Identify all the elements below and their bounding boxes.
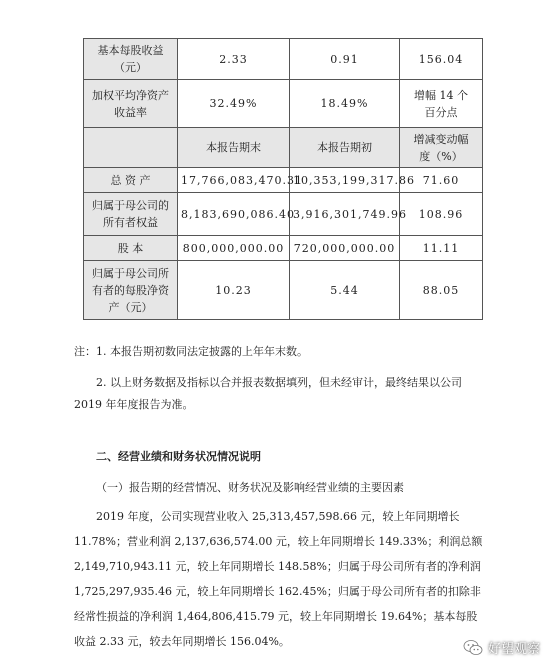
row-label-cell: 加权平均净资产 收益率 bbox=[84, 80, 178, 128]
wechat-icon bbox=[463, 639, 483, 657]
table-cell: 800,000,000.00 bbox=[178, 236, 290, 261]
row-label-cell: 归属于母公司所 有者的每股净资 产（元） bbox=[84, 261, 178, 320]
table-cell: 本报告期初 bbox=[290, 128, 400, 168]
table-cell: 0.91 bbox=[290, 39, 400, 80]
table-row bbox=[84, 193, 483, 236]
table-row bbox=[84, 168, 483, 193]
section-heading: 二、经营业绩和财务状况情况说明 bbox=[96, 450, 261, 463]
table-cell: 71.60 bbox=[400, 168, 483, 193]
watermark-text: 好望观察 bbox=[487, 642, 540, 657]
row-label-cell: 归属于母公司的 所有者权益 bbox=[84, 193, 178, 236]
table-cell: 8,183,690,086.40 bbox=[178, 193, 290, 236]
table-cell: 增减变动幅 度（%） bbox=[400, 128, 483, 168]
section-subheading: （一）报告期的经营情况、财务状况及影响经营业绩的主要因素 bbox=[96, 481, 404, 494]
table-cell: 10,353,199,317.86 bbox=[290, 168, 400, 193]
table-cell: 32.49% bbox=[178, 80, 290, 128]
body-line-4: 1,725,297,935.46 元，较上年同期增长 162.45%；归属于母公司所有者的扣除非 bbox=[74, 585, 481, 598]
table-cell: 720,000,000.00 bbox=[290, 236, 400, 261]
note-2-line-1: 2. 以上财务数据及指标以合并报表数据填列，但未经审计，最终结果以公司 bbox=[96, 376, 462, 389]
table-row bbox=[84, 80, 483, 128]
watermark bbox=[463, 638, 540, 657]
body-line-2: 11.78%；营业利润 2,137,636,574.00 元，较上年同期增长 149.33%；利润总额 bbox=[74, 535, 483, 548]
financial-table bbox=[83, 38, 483, 320]
table-cell: 2.33 bbox=[178, 39, 290, 80]
row-label-cell: 总 资 产 bbox=[84, 168, 178, 193]
body-line-3: 2,149,710,943.11 元，较上年同期增长 148.58%；归属于母公司所有者的净利润 bbox=[74, 560, 481, 573]
row-label-cell: 基本每股收益 （元） bbox=[84, 39, 178, 80]
table-cell: 17,766,083,470.31 bbox=[178, 168, 290, 193]
table-cell: 3,916,301,749.96 bbox=[290, 193, 400, 236]
body-line-5: 经常性损益的净利润 1,464,806,415.79 元，较上年同期增长 19.64%；基本每股 bbox=[74, 610, 478, 623]
table-cell: 本报告期末 bbox=[178, 128, 290, 168]
table-cell: 10.23 bbox=[178, 261, 290, 320]
table-cell: 156.04 bbox=[400, 39, 483, 80]
table-row bbox=[84, 128, 483, 168]
table-row bbox=[84, 39, 483, 80]
row-label-cell bbox=[84, 128, 178, 168]
body-line-6: 收益 2.33 元，较去年同期增长 156.04%。 bbox=[74, 635, 290, 648]
table-cell: 108.96 bbox=[400, 193, 483, 236]
note-1: 注：1. 本报告期初数同法定披露的上年年末数。 bbox=[74, 345, 308, 358]
table-cell: 增幅 14 个 百分点 bbox=[400, 80, 483, 128]
body-line-1: 2019 年度，公司实现营业收入 25,313,457,598.66 元，较上年同期增长 bbox=[96, 510, 460, 523]
table-cell: 5.44 bbox=[290, 261, 400, 320]
table-cell: 18.49% bbox=[290, 80, 400, 128]
table-row bbox=[84, 261, 483, 320]
table-row bbox=[84, 236, 483, 261]
row-label-cell: 股 本 bbox=[84, 236, 178, 261]
note-2-line-2: 2019 年年度报告为准。 bbox=[74, 398, 194, 411]
table-cell: 88.05 bbox=[400, 261, 483, 320]
table-cell: 11.11 bbox=[400, 236, 483, 261]
